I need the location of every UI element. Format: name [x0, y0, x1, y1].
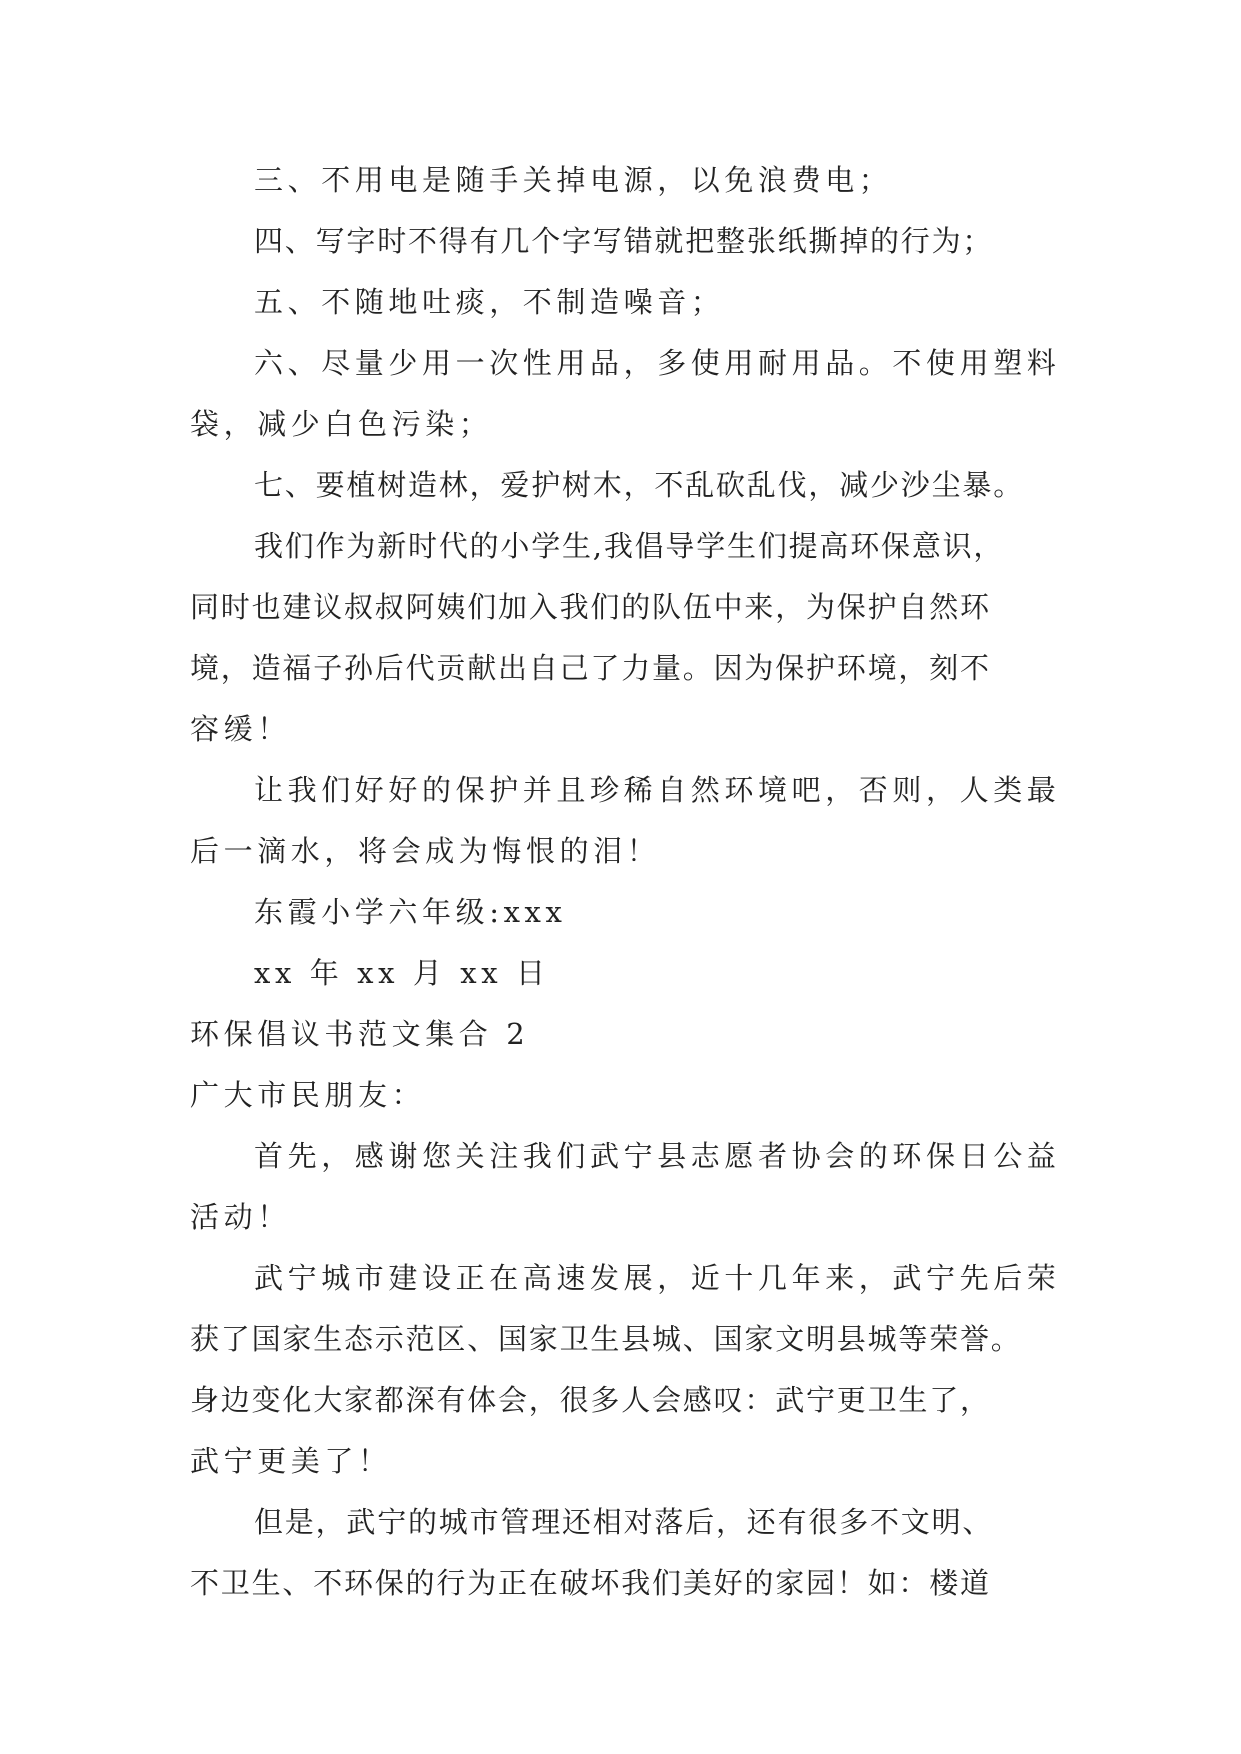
text-line: 五、不随地吐痰，不制造噪音；: [254, 285, 725, 319]
text-line: 容缓！: [190, 712, 291, 746]
text-line: 武宁更美了！: [190, 1444, 392, 1478]
text-line: 身边变化大家都深有体会，很多人会感叹：武宁更卫生了，: [190, 1383, 991, 1417]
text-line: 但是，武宁的城市管理还相对落后，还有很多不文明、: [254, 1505, 994, 1539]
text-line: 首先，感谢您关注我们武宁县志愿者协会的环保日公益: [254, 1139, 1061, 1173]
text-line: 七、要植树造林，爱护树木，不乱砍乱伐，减少沙尘暴。: [254, 468, 1025, 502]
text-line: 活动！: [190, 1200, 291, 1234]
text-line: 东霞小学六年级:xxx: [254, 895, 567, 929]
text-line: 武宁城市建设正在高速发展，近十几年来，武宁先后荣: [254, 1261, 1061, 1295]
text-line: 同时也建议叔叔阿姨们加入我们的队伍中来，为保护自然环: [190, 590, 991, 624]
text-line: xx 年 xx 月 xx 日: [254, 956, 550, 990]
text-line: 三、不用电是随手关掉电源，以免浪费电；: [254, 163, 893, 197]
text-line: 获了国家生态示范区、国家卫生县城、国家文明县城等荣誉。: [190, 1322, 1022, 1356]
text-line: 后一滴水，将会成为悔恨的泪！: [190, 834, 661, 868]
text-line: 四、写字时不得有几个字写错就把整张纸撕掉的行为；: [254, 224, 994, 258]
text-line: 境，造福子孙后代贡献出自己了力量。因为保护环境，刻不: [190, 651, 991, 685]
text-line: 不卫生、不环保的行为正在破坏我们美好的家园！如：楼道: [190, 1566, 991, 1600]
text-line: 让我们好好的保护并且珍稀自然环境吧，否则，人类最: [254, 773, 1061, 807]
text-line: 环保倡议书范文集合 2: [190, 1017, 530, 1051]
text-line: 我们作为新时代的小学生,我倡导学生们提高环保意识，: [254, 529, 1005, 563]
text-line: 广大市民朋友：: [190, 1078, 426, 1112]
text-line: 袋，减少白色污染；: [190, 407, 493, 441]
text-line: 六、尽量少用一次性用品，多使用耐用品。不使用塑料: [254, 346, 1061, 380]
document-body: [190, 150, 1061, 1614]
